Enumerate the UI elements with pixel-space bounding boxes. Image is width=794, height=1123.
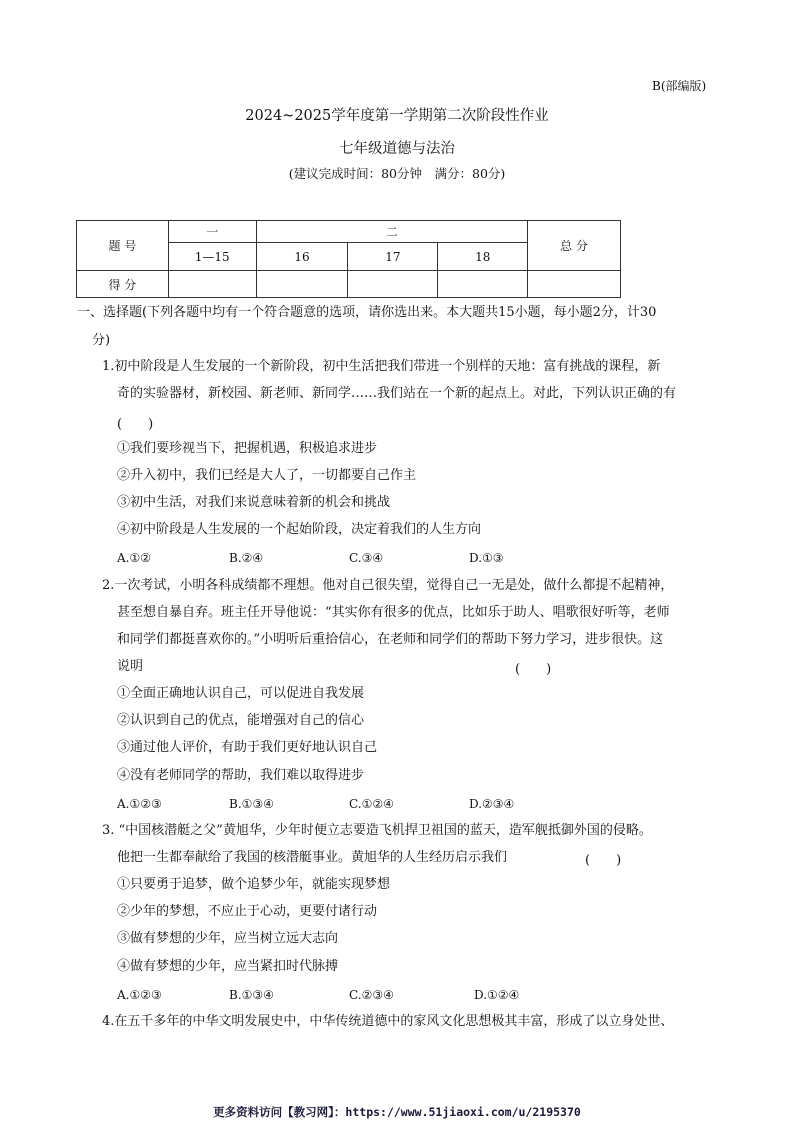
score-cell[interactable]: [438, 271, 528, 298]
q2-stem-line2: 甚至想自暴自弃。班主任开导他说：“其实你有很多的优点，比如乐于助人、唱歌很好听等，老师: [117, 605, 670, 620]
q3-stem-line2: 他把一生都奉献给了我国的核潜艇事业。黄旭华的人生经历启示我们: [117, 850, 508, 865]
sub-header-18: 18: [438, 243, 528, 271]
q3-statement-1: ①只要勇于追梦，做个追梦少年，就能实现梦想: [117, 877, 391, 892]
q2-stem-line1: 2.一次考试，小明各科成绩都不理想。他对自己很失望，觉得自己一无是处，做什么都提不起精神，: [102, 578, 674, 593]
q2-option-b[interactable]: B.①③④: [229, 797, 274, 811]
q2-stem-line3: 和同学们都挺喜欢你的。”小明听后重拾信心，在老师和同学们的帮助下努力学习，进步很快。这: [117, 632, 664, 647]
q3-stem-line1: 3. “中国核潜艇之父”黄旭华，少年时便立志要造飞机捍卫祖国的蓝天，造军舰抵御外国的侵略。: [102, 823, 652, 838]
section-two-header: 二: [256, 221, 527, 243]
score-cell[interactable]: [256, 271, 348, 298]
q2-option-a[interactable]: A.①②③: [117, 797, 162, 811]
q1-statement-4: ④初中阶段是人生发展的一个起始阶段，决定着我们的人生方向: [117, 522, 482, 537]
score-cell[interactable]: [168, 271, 256, 298]
q1-option-c[interactable]: C.③④: [349, 551, 384, 565]
footer-link[interactable]: 更多资料访问【教习网】：https://www.51jiaoxi.com/u/2195370: [213, 1105, 581, 1119]
q1-option-b[interactable]: B.②④: [229, 551, 264, 565]
sub-header-17: 17: [348, 243, 438, 271]
section-one-header: 一: [168, 221, 256, 243]
score-cell[interactable]: [348, 271, 438, 298]
q1-option-d[interactable]: D.①③: [469, 551, 504, 565]
score-cell[interactable]: [528, 271, 621, 298]
q3-option-a[interactable]: A.①②③: [117, 988, 162, 1002]
q2-statement-2: ②认识到自己的优点，能增强对自己的信心: [117, 713, 365, 728]
time-score-note: (建议完成时间：80分钟 满分：80分): [288, 166, 506, 181]
q3-statement-2: ②少年的梦想，不应止于心动，更要付诸行动: [117, 904, 378, 919]
q1-stem-line2: 奇的实验器材，新校园、新老师、新同学……我们站在一个新的起点上。对此，下列认识正确的有: [117, 386, 677, 401]
q1-option-a[interactable]: A.①②: [117, 551, 151, 565]
q3-option-b[interactable]: B.①③④: [229, 988, 274, 1002]
sub-header-1-15: 1—15: [168, 243, 256, 271]
q2-option-d[interactable]: D.②③④: [469, 797, 515, 811]
total-score-header: 总 分: [528, 221, 621, 271]
section-heading-line1: 一、选择题(下列各题中均有一个符合题意的选项，请你选出来。本大题共15小题，每小题2分，计30: [77, 305, 657, 320]
q4-stem-line1: 4.在五千多年的中华文明发展史中，中华传统道德中的家风文化思想极其丰富，形成了以立身处世、: [102, 1014, 674, 1029]
version-tag: B(部编版): [652, 79, 707, 93]
q1-statement-1: ①我们要珍视当下，把握机遇，积极追求进步: [117, 441, 378, 456]
exam-title: 2024~2025学年度第一学期第二次阶段性作业: [245, 108, 549, 124]
sub-header-16: 16: [256, 243, 348, 271]
q1-statement-3: ③初中生活，对我们来说意味着新的机会和挑战: [117, 495, 391, 510]
q3-statement-4: ④做有梦想的少年，应当紧扣时代脉搏: [117, 959, 339, 974]
q3-option-c[interactable]: C.②③④: [349, 988, 394, 1002]
q2-statement-3: ③通过他人评价，有助于我们更好地认识自己: [117, 740, 378, 755]
score-row-label: 得 分: [77, 271, 169, 298]
q3-statement-3: ③做有梦想的少年，应当树立远大志向: [117, 931, 339, 946]
q3-option-d[interactable]: D.①②④: [474, 988, 520, 1002]
q3-answer-paren: ( ): [585, 853, 622, 868]
question-number-label: 题 号: [77, 221, 169, 271]
subject-title: 七年级道德与法治: [339, 141, 455, 157]
q2-stem-line4: 说明: [117, 659, 144, 674]
q2-option-c[interactable]: C.①②④: [349, 797, 394, 811]
q1-statement-2: ②升入初中，我们已经是大人了，一切都要自己作主: [117, 468, 417, 483]
q1-stem-line1: 1.初中阶段是人生发展的一个新阶段，初中生活把我们带进一个别样的天地：富有挑战的课程，新: [102, 359, 661, 374]
score-table: [76, 220, 621, 298]
q2-statement-1: ①全面正确地认识自己，可以促进自我发展: [117, 686, 365, 701]
q1-answer-paren: ( ): [117, 417, 154, 432]
q2-answer-paren: ( ): [515, 662, 552, 677]
q2-statement-4: ④没有老师同学的帮助，我们难以取得进步: [117, 768, 365, 783]
section-heading-line2: 分): [92, 333, 111, 348]
